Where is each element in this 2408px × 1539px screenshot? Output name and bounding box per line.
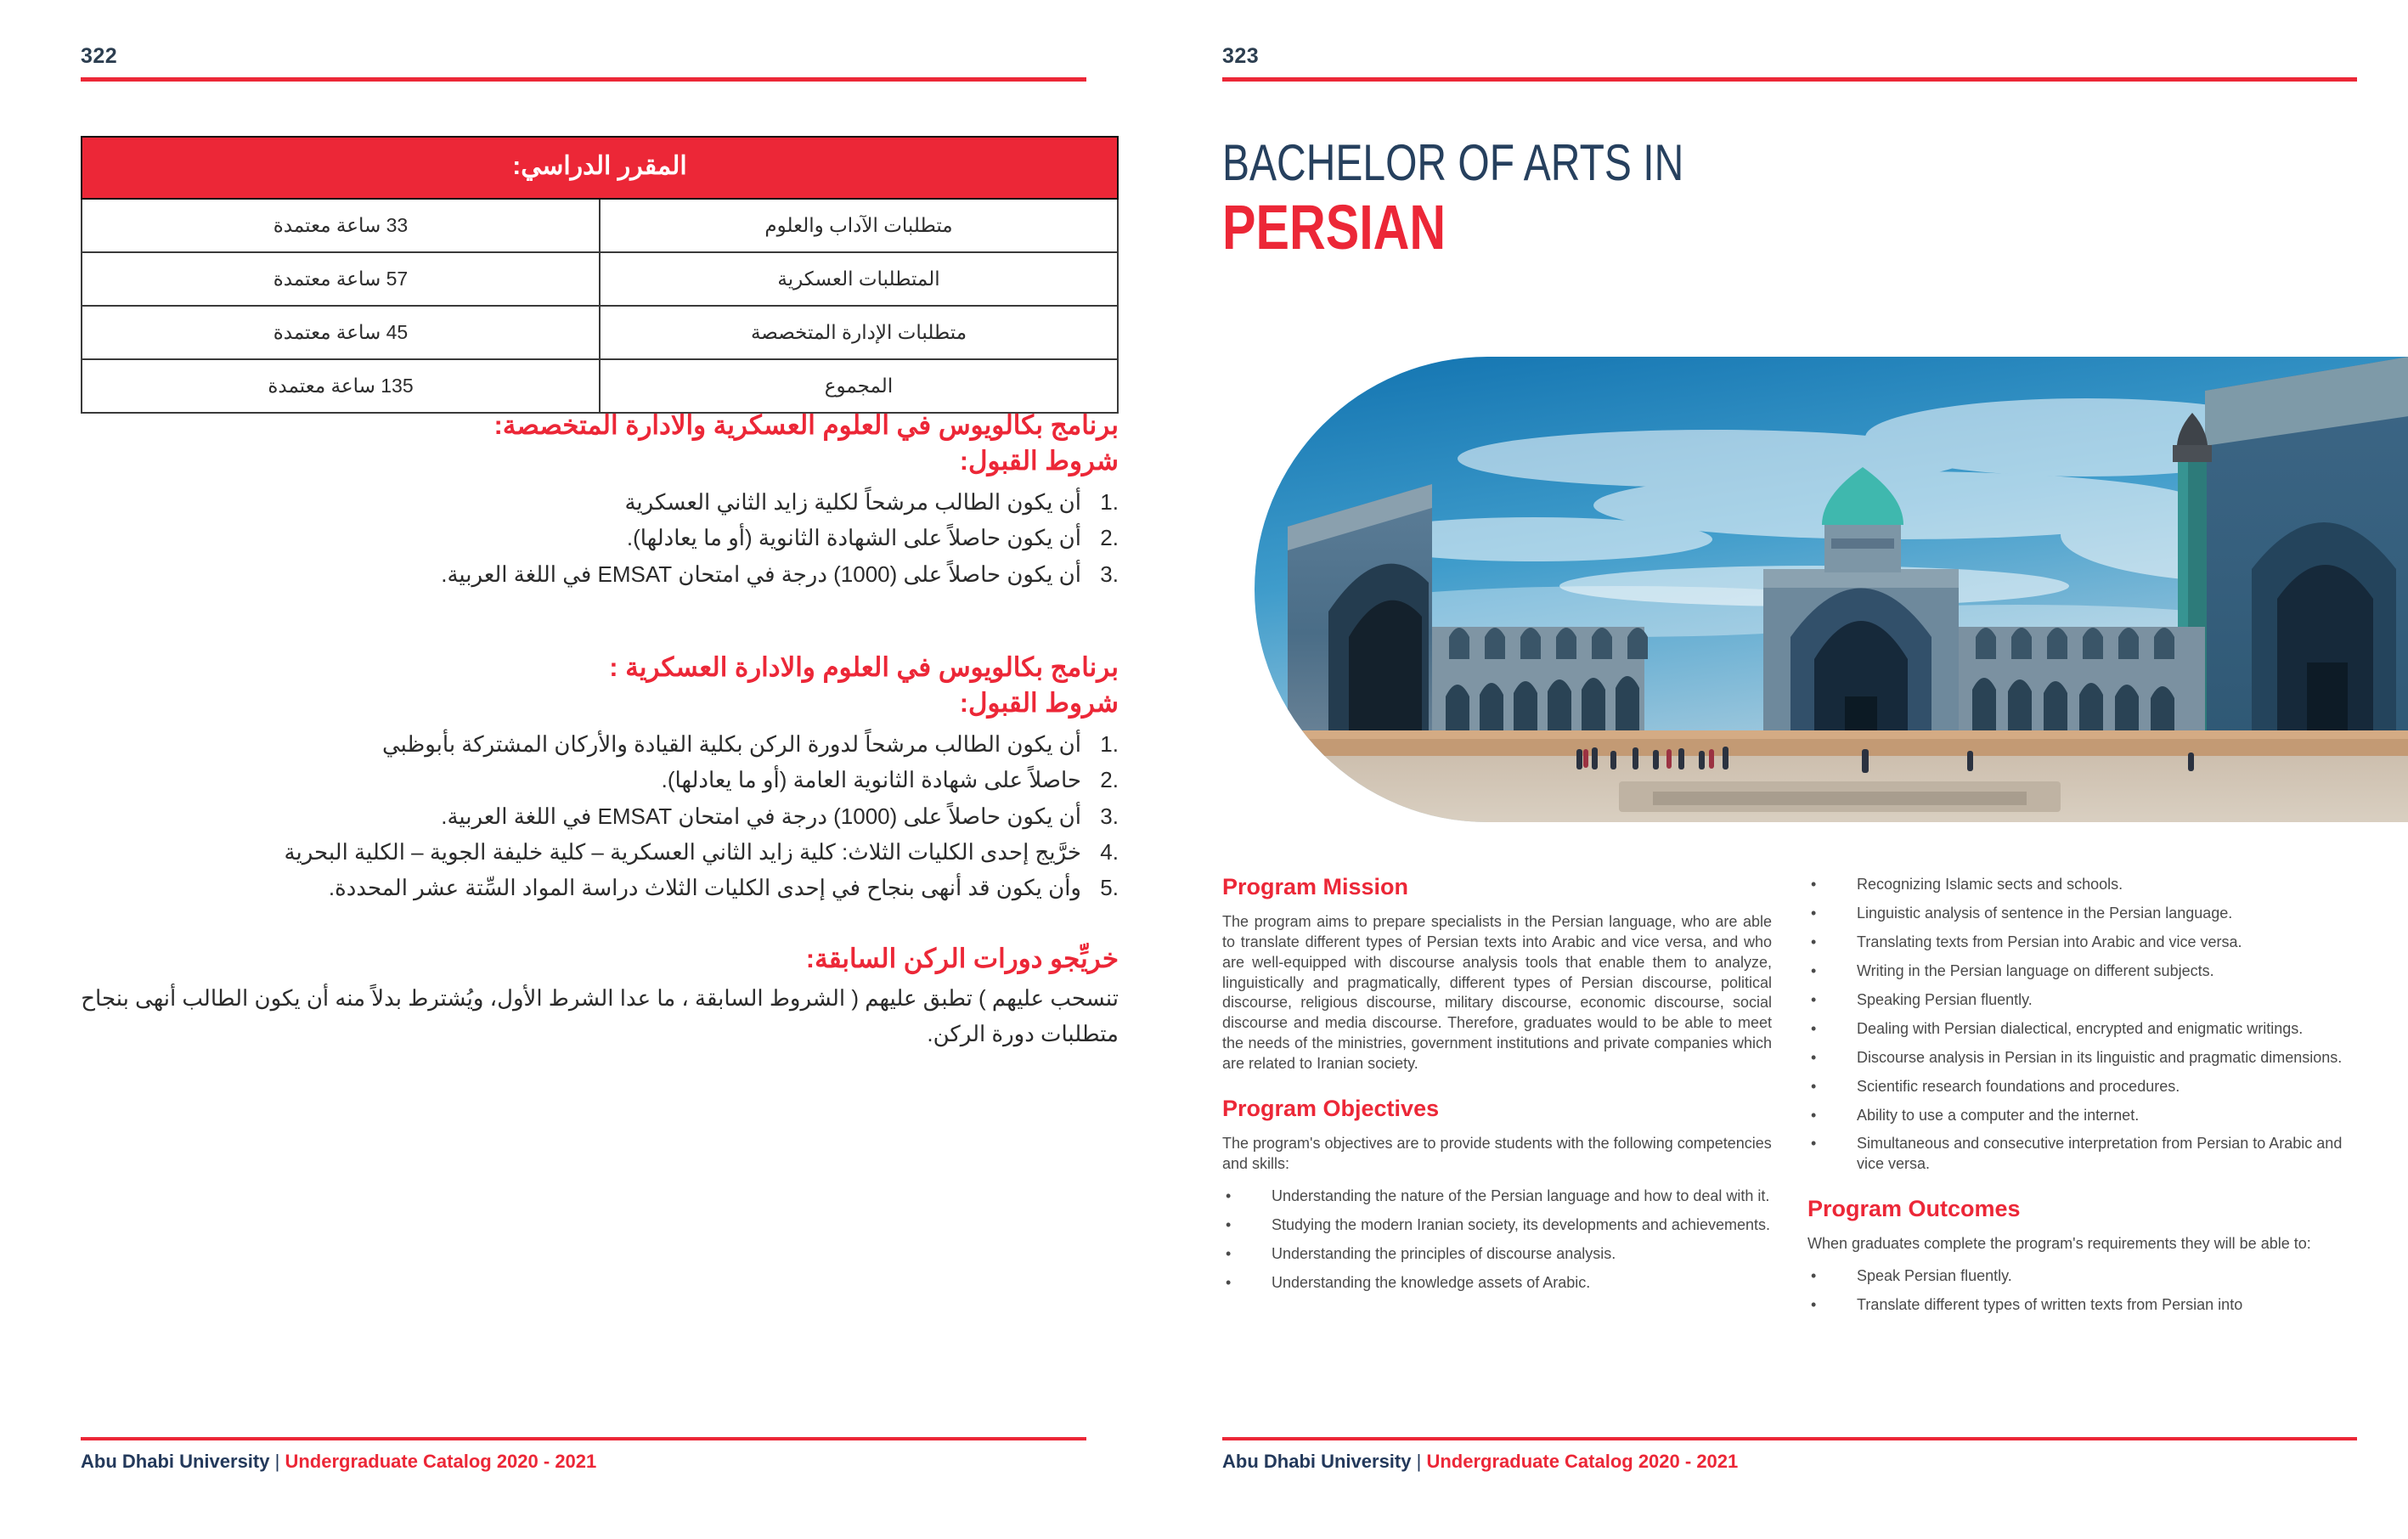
list-item-text: أن يكون حاصلاً على الشهادة الثانوية (أو ما يعادلها). — [626, 525, 1081, 551]
list-item-text: أن يكون حاصلاً على (1000) درجة في امتحان EMSAT في اللغة العربية. — [441, 803, 1081, 829]
list-item — [81, 726, 1119, 762]
table-cell-value: 57 ساعة معتمدة — [82, 252, 600, 306]
program-objectives-heading: Program Objectives — [1222, 1096, 1440, 1122]
list-item-text: خرَّيج إحدى الكليات الثلاث: كلية زايد الثاني العسكرية – كلية خليفة الجوية – الكلية البحرية — [284, 838, 1081, 865]
list-item-text: أن يكون الطالب مرشحاً لدورة الركن بكلية القيادة والأركان المشتركة بأبوظبي — [382, 731, 1081, 758]
list-item-number: .1 — [1100, 731, 1119, 758]
table-row — [82, 199, 1118, 252]
list-item — [81, 556, 1119, 592]
table-cell-label: المجموع — [600, 359, 1118, 413]
bullet-icon: • — [1811, 1106, 1817, 1124]
column-left — [1222, 875, 1772, 1324]
list-item-number: .2 — [1100, 525, 1119, 551]
bullet-icon: • — [1226, 1187, 1232, 1204]
list-item-text: Scientific research foundations and procedures. — [1857, 1077, 2180, 1095]
list-item-text: Recognizing Islamic sects and schools. — [1857, 876, 2123, 893]
footer-separator: | — [274, 1451, 280, 1472]
section-subheading: شروط القبول: — [959, 446, 1119, 476]
program-mission-text: The program aims to prepare specialists in the Persian language, who are able to translate different types of Persian texts into Arabic and vice versa, and who are well-equipped with discourse analysis tools that enable them to analyze, linguistically and pragmatically, different types of Persian discourse, political discourse, religious discourse, military discourse, economic discourse, social discourse and media discourse. Therefore, graduates would to be able to meet the needs of the ministries, government institutions and private companies which are related to Iranian society. — [1222, 912, 1772, 1073]
footer-catalog: Undergraduate Catalog 2020 - 2021 — [1426, 1451, 1739, 1472]
program-content-columns — [1222, 875, 2357, 1324]
military-science-program-section — [81, 650, 1119, 905]
right-page — [1204, 0, 2408, 1539]
table-cell-label: متطلبات الإدارة المتخصصة — [600, 306, 1118, 359]
list-item — [1807, 1019, 2357, 1040]
list-item — [81, 520, 1119, 555]
footer-university: Abu Dhabi University — [81, 1451, 270, 1472]
list-item — [1222, 1273, 1772, 1294]
section-subheading: شروط القبول: — [959, 688, 1119, 719]
bullet-icon: • — [1811, 876, 1817, 893]
program-title — [1222, 136, 1987, 261]
list-item — [1222, 1187, 1772, 1207]
list-item — [81, 870, 1119, 905]
course-requirements-table — [81, 136, 1119, 414]
table-header-cell: المقرر الدراسي: — [82, 137, 1118, 199]
table-row — [82, 306, 1118, 359]
list-item — [1807, 933, 2357, 953]
list-item — [1807, 875, 2357, 895]
left-page-footer — [81, 1437, 1086, 1473]
footer-catalog: Undergraduate Catalog 2020 - 2021 — [285, 1451, 597, 1472]
list-item-number: .2 — [1100, 767, 1119, 793]
bullet-icon: • — [1811, 961, 1817, 979]
bullet-icon: • — [1811, 904, 1817, 922]
list-item — [1807, 1077, 2357, 1097]
list-item-text: Studying the modern Iranian society, its developments and achievements. — [1272, 1215, 1770, 1233]
column-right — [1807, 875, 2357, 1324]
list-item — [81, 762, 1119, 798]
table-row — [82, 252, 1118, 306]
footer-rule-right — [1222, 1437, 2357, 1440]
section-heading: خريِّجو دورات الركن السابقة: — [805, 944, 1119, 973]
list-item — [81, 484, 1119, 520]
list-item-text: Understanding the knowledge assets of Arabic. — [1272, 1273, 1591, 1291]
program-objectives-list-right — [1807, 875, 2357, 1175]
list-item-text: Linguistic analysis of sentence in the Persian language. — [1857, 904, 2233, 922]
list-item — [1807, 1266, 2357, 1287]
section-paragraph: تنسحب عليهم ) تطبق عليهم ( الشروط السابقة ، ما عدا الشرط الأول، ويُشترط بدلاً منه أن يكون الطالب أنهى بنجاح متطلبات دورة الركن. — [81, 985, 1119, 1047]
list-item-text: Speak Persian fluently. — [1857, 1266, 2012, 1284]
program-outcomes-intro: When graduates complete the program's requirements they will be able to: — [1807, 1235, 2311, 1252]
list-item-text: Understanding the principles of discourse analysis. — [1272, 1244, 1616, 1262]
page-number-right: 323 — [1222, 44, 1260, 68]
program-outcomes-list — [1807, 1266, 2357, 1316]
list-item — [1222, 1244, 1772, 1265]
list-item — [1807, 961, 2357, 982]
list-item-number: .5 — [1100, 874, 1119, 900]
table-row — [82, 359, 1118, 413]
list-item-text: Dealing with Persian dialectical, encrypted and enigmatic writings. — [1857, 1019, 2304, 1037]
list-item-text: أن يكون الطالب مرشحاً لكلية زايد الثاني العسكرية — [624, 489, 1081, 516]
list-item — [81, 834, 1119, 870]
military-specialized-program-section — [81, 408, 1119, 592]
hero-illustration — [1255, 357, 2408, 822]
persian-mosque-courtyard-photo — [1255, 357, 2408, 822]
list-item-number: .3 — [1100, 561, 1119, 587]
list-item-text: وأن يكون قد أنهى بنجاح في إحدى الكليات الثلاث دراسة المواد السِّتة عشر المحددة. — [328, 874, 1081, 900]
list-item — [81, 798, 1119, 834]
program-objectives-intro: The program's objectives are to provide students with the following competencies and skills: — [1222, 1134, 1772, 1172]
list-item — [1807, 904, 2357, 924]
admission-conditions-list — [81, 484, 1119, 591]
bullet-icon: • — [1811, 1266, 1817, 1284]
right-page-header — [1222, 44, 2357, 82]
list-item — [1807, 1295, 2357, 1316]
left-page-header — [81, 44, 1086, 82]
bullet-icon: • — [1811, 990, 1817, 1008]
list-item-text: Discourse analysis in Persian in its linguistic and pragmatic dimensions. — [1857, 1048, 2343, 1066]
section-heading: برنامج بكالويوس في العلوم العسكرية والادارة المتخصصة: — [493, 410, 1119, 440]
table-cell-value: 33 ساعة معتمدة — [82, 199, 600, 252]
bullet-icon: • — [1226, 1273, 1232, 1291]
list-item — [1807, 1134, 2357, 1175]
page-title-main: PERSIAN — [1222, 191, 1446, 262]
list-item-text: Ability to use a computer and the internet. — [1857, 1106, 2140, 1124]
header-rule-left — [81, 77, 1086, 82]
list-item — [1222, 1215, 1772, 1236]
table-cell-value: 135 ساعة معتمدة — [82, 359, 600, 413]
table-cell-label: متطلبات الآداب والعلوم — [600, 199, 1118, 252]
footer-text-left — [81, 1451, 1086, 1473]
bullet-icon: • — [1811, 1135, 1817, 1153]
list-item-text: Writing in the Persian language on different subjects. — [1857, 961, 2214, 979]
list-item — [1807, 990, 2357, 1011]
page-number-left: 322 — [81, 44, 118, 68]
previous-staff-courses-graduates-section — [81, 941, 1119, 1051]
table-header-row — [82, 137, 1118, 199]
list-item-text: Understanding the nature of the Persian language and how to deal with it. — [1272, 1187, 1770, 1204]
footer-university: Abu Dhabi University — [1222, 1451, 1412, 1472]
list-item-text: Speaking Persian fluently. — [1857, 990, 2033, 1008]
footer-separator: | — [1416, 1451, 1422, 1472]
program-mission-heading: Program Mission — [1222, 874, 1409, 899]
bullet-icon: • — [1811, 1048, 1817, 1066]
list-item-text: حاصلاً على شهادة الثانوية العامة (أو ما يعادلها). — [661, 767, 1081, 793]
table-cell-label: المتطلبات العسكرية — [600, 252, 1118, 306]
bullet-icon: • — [1226, 1244, 1232, 1262]
program-outcomes-heading: Program Outcomes — [1807, 1196, 2021, 1222]
list-item — [1807, 1106, 2357, 1126]
section-heading: برنامج بكالويوس في العلوم والادارة العسكرية : — [609, 652, 1119, 682]
list-item-text: أن يكون حاصلاً على (1000) درجة في امتحان EMSAT في اللغة العربية. — [441, 561, 1081, 587]
right-page-footer — [1222, 1437, 2357, 1473]
admission-conditions-list — [81, 726, 1119, 905]
header-rule-right — [1222, 77, 2357, 82]
footer-text-right — [1222, 1451, 2357, 1473]
list-item-text: Translating texts from Persian into Arabic and vice versa. — [1857, 933, 2242, 950]
list-item-text: Translate different types of written texts from Persian into — [1857, 1295, 2243, 1313]
table-cell-value: 45 ساعة معتمدة — [82, 306, 600, 359]
program-objectives-list-left — [1222, 1187, 1772, 1294]
bullet-icon: • — [1811, 1019, 1817, 1037]
bullet-icon: • — [1811, 933, 1817, 950]
list-item-number: .4 — [1100, 838, 1119, 865]
list-item-number: .1 — [1100, 489, 1119, 516]
bullet-icon: • — [1226, 1215, 1232, 1233]
page-title-prefix: BACHELOR OF ARTS IN — [1222, 134, 1684, 191]
list-item — [1807, 1048, 2357, 1068]
bullet-icon: • — [1811, 1077, 1817, 1095]
course-table-wrapper — [81, 136, 1119, 414]
list-item-text: Simultaneous and consecutive interpretation from Persian to Arabic and vice versa. — [1857, 1135, 2343, 1173]
bullet-icon: • — [1811, 1295, 1817, 1313]
footer-rule-left — [81, 1437, 1086, 1440]
list-item-number: .3 — [1100, 803, 1119, 829]
